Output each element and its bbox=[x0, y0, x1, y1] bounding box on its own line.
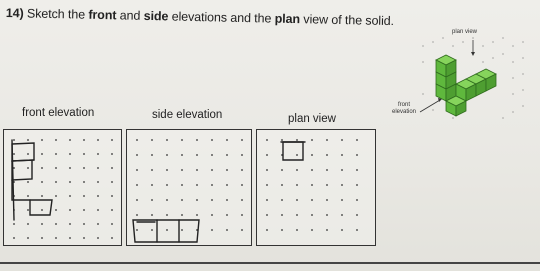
grid-dot bbox=[226, 229, 228, 231]
grid-dot bbox=[97, 223, 99, 225]
grid-dot bbox=[181, 184, 183, 186]
front-elevation-annotation-line1: front bbox=[398, 102, 411, 108]
grid-dot bbox=[356, 214, 358, 216]
grid-dot bbox=[226, 184, 228, 186]
grid-dot bbox=[211, 214, 213, 216]
grid-dot bbox=[226, 199, 228, 201]
grid-dot bbox=[281, 214, 283, 216]
question-text-part: and bbox=[116, 8, 144, 23]
grid-dot bbox=[151, 199, 153, 201]
grid-dot bbox=[296, 139, 298, 141]
grid-dot bbox=[241, 199, 243, 201]
grid-dot bbox=[166, 184, 168, 186]
question-bold-plan: plan bbox=[274, 11, 301, 27]
grid-dot bbox=[211, 184, 213, 186]
grid-dot bbox=[27, 223, 29, 225]
grid-dot bbox=[151, 229, 153, 231]
grid-dot bbox=[326, 229, 328, 231]
grid-dot bbox=[111, 195, 113, 197]
grid-dot bbox=[166, 139, 168, 141]
grid-dot bbox=[266, 139, 268, 141]
grid-dot bbox=[281, 139, 283, 141]
grid-dot bbox=[266, 214, 268, 216]
show-through-text bbox=[150, 34, 153, 44]
grid-dot bbox=[55, 167, 57, 169]
grid-dot bbox=[226, 154, 228, 156]
front-elevation-box[interactable] bbox=[3, 129, 122, 246]
grid-dot bbox=[281, 229, 283, 231]
grid-dot bbox=[97, 139, 99, 141]
grid-dot bbox=[211, 169, 213, 171]
grid-dot bbox=[136, 229, 138, 231]
grid-dot bbox=[311, 169, 313, 171]
question-text bbox=[6, 6, 394, 28]
grid-dot bbox=[83, 195, 85, 197]
grid-dot bbox=[111, 223, 113, 225]
grid-dot bbox=[326, 199, 328, 201]
grid-dot bbox=[166, 214, 168, 216]
grid-dot bbox=[211, 229, 213, 231]
grid-dot bbox=[296, 154, 298, 156]
grid-dot bbox=[281, 184, 283, 186]
grid-dot bbox=[296, 229, 298, 231]
grid-dot bbox=[341, 154, 343, 156]
grid-dot bbox=[326, 139, 328, 141]
grid-dot bbox=[111, 139, 113, 141]
question-bold-front: front bbox=[88, 7, 117, 23]
grid-dot bbox=[241, 154, 243, 156]
grid-dot bbox=[181, 139, 183, 141]
grid-dot bbox=[181, 154, 183, 156]
grid-dot bbox=[13, 139, 15, 141]
plan-view-box[interactable] bbox=[256, 129, 376, 246]
grid-dot bbox=[55, 195, 57, 197]
grid-dot bbox=[111, 167, 113, 169]
grid-dot bbox=[341, 184, 343, 186]
grid-dot bbox=[83, 153, 85, 155]
grid-dot bbox=[69, 237, 71, 239]
grid-dot bbox=[151, 139, 153, 141]
side-dot-grid bbox=[127, 130, 251, 245]
grid-dot bbox=[166, 229, 168, 231]
grid-dot bbox=[266, 169, 268, 171]
plan-dot-grid bbox=[257, 130, 375, 245]
grid-dot bbox=[83, 209, 85, 211]
grid-dot bbox=[27, 181, 29, 183]
grid-dot bbox=[356, 169, 358, 171]
grid-dot bbox=[356, 199, 358, 201]
question-text-part: view of the solid. bbox=[299, 12, 395, 29]
grid-dot bbox=[341, 169, 343, 171]
grid-dot bbox=[166, 169, 168, 171]
grid-dot bbox=[27, 139, 29, 141]
grid-dot bbox=[266, 184, 268, 186]
grid-dot bbox=[181, 199, 183, 201]
grid-dot bbox=[211, 154, 213, 156]
grid-dot bbox=[326, 214, 328, 216]
page-divider-line bbox=[0, 262, 540, 264]
grid-dot bbox=[241, 139, 243, 141]
grid-dot bbox=[41, 167, 43, 169]
grid-dot bbox=[136, 199, 138, 201]
grid-dot bbox=[356, 154, 358, 156]
grid-dot bbox=[97, 195, 99, 197]
grid-dot bbox=[226, 169, 228, 171]
grid-dot bbox=[111, 209, 113, 211]
isometric-solid-figure bbox=[418, 34, 528, 124]
grid-dot bbox=[281, 199, 283, 201]
grid-dot bbox=[69, 167, 71, 169]
grid-dot bbox=[27, 153, 29, 155]
grid-dot bbox=[311, 184, 313, 186]
plan-view-sketch bbox=[281, 142, 305, 160]
grid-dot bbox=[341, 139, 343, 141]
grid-dot bbox=[226, 214, 228, 216]
grid-dot bbox=[136, 169, 138, 171]
grid-dot bbox=[341, 199, 343, 201]
grid-dot bbox=[166, 154, 168, 156]
grid-dot bbox=[266, 229, 268, 231]
grid-dot bbox=[356, 229, 358, 231]
grid-dot bbox=[69, 181, 71, 183]
grid-dot bbox=[311, 229, 313, 231]
grid-dot bbox=[151, 184, 153, 186]
side-elevation-sketch bbox=[133, 220, 199, 242]
plan-view-arrowhead bbox=[471, 52, 475, 56]
grid-dot bbox=[326, 154, 328, 156]
plan-view-annotation: plan view bbox=[452, 29, 478, 35]
grid-dot bbox=[41, 153, 43, 155]
question-number: 14) bbox=[5, 6, 24, 21]
grid-dot bbox=[296, 169, 298, 171]
grid-dot bbox=[136, 214, 138, 216]
grid-dot bbox=[166, 199, 168, 201]
grid-dot bbox=[356, 184, 358, 186]
grid-dot bbox=[181, 214, 183, 216]
grid-dot bbox=[196, 139, 198, 141]
grid-dot bbox=[311, 199, 313, 201]
grid-dot bbox=[111, 153, 113, 155]
grid-dot bbox=[326, 184, 328, 186]
grid-dot bbox=[97, 153, 99, 155]
grid-dot bbox=[356, 139, 358, 141]
grid-dot bbox=[27, 167, 29, 169]
front-elevation-sketch bbox=[12, 140, 52, 220]
grid-dot bbox=[27, 209, 29, 211]
grid-dot bbox=[311, 139, 313, 141]
grid-dot bbox=[151, 214, 153, 216]
grid-dot bbox=[55, 209, 57, 211]
grid-dot bbox=[151, 154, 153, 156]
grid-dot bbox=[296, 199, 298, 201]
grid-dot bbox=[111, 237, 113, 239]
grid-dot bbox=[266, 154, 268, 156]
grid-dot bbox=[55, 181, 57, 183]
grid-dot bbox=[136, 184, 138, 186]
grid-dot bbox=[341, 229, 343, 231]
grid-dot bbox=[241, 169, 243, 171]
grid-dot bbox=[69, 223, 71, 225]
grid-dot bbox=[226, 139, 228, 141]
grid-dot bbox=[83, 139, 85, 141]
question-text-part: elevations and the bbox=[168, 9, 275, 26]
grid-dot bbox=[241, 229, 243, 231]
grid-dot bbox=[181, 229, 183, 231]
side-elevation-box[interactable] bbox=[126, 129, 252, 246]
grid-dot bbox=[326, 169, 328, 171]
green-cubes bbox=[436, 55, 496, 116]
front-elevation-label: front elevation bbox=[22, 107, 95, 119]
grid-dot bbox=[69, 153, 71, 155]
grid-dot bbox=[13, 153, 15, 155]
grid-dot bbox=[27, 195, 29, 197]
grid-dot bbox=[55, 139, 57, 141]
front-elevation-annotation bbox=[392, 102, 416, 116]
grid-dot bbox=[41, 223, 43, 225]
grid-dot bbox=[55, 237, 57, 239]
grid-dot bbox=[196, 184, 198, 186]
grid-dot bbox=[55, 223, 57, 225]
front-elevation-annotation-line2: elevation bbox=[392, 109, 417, 115]
grid-dot bbox=[281, 169, 283, 171]
question-bold-side: side bbox=[143, 8, 169, 24]
grid-dot bbox=[83, 223, 85, 225]
grid-dot bbox=[13, 237, 15, 239]
grid-dot bbox=[83, 237, 85, 239]
front-elevation-arrow bbox=[420, 100, 440, 112]
grid-dot bbox=[97, 167, 99, 169]
grid-dot bbox=[13, 223, 15, 225]
grid-dot bbox=[136, 139, 138, 141]
grid-dot bbox=[196, 199, 198, 201]
grid-dot bbox=[97, 181, 99, 183]
grid-dot bbox=[311, 154, 313, 156]
grid-dot bbox=[83, 181, 85, 183]
grid-dot bbox=[136, 154, 138, 156]
grid-dot bbox=[41, 139, 43, 141]
grid-dot bbox=[211, 139, 213, 141]
grid-dot bbox=[69, 209, 71, 211]
grid-dot bbox=[241, 214, 243, 216]
grid-dot bbox=[341, 214, 343, 216]
grid-dot bbox=[151, 169, 153, 171]
grid-dot bbox=[69, 139, 71, 141]
grid-dot bbox=[83, 167, 85, 169]
grid-dot bbox=[111, 181, 113, 183]
grid-dot bbox=[41, 195, 43, 197]
grid-dot bbox=[241, 184, 243, 186]
grid-dot bbox=[27, 237, 29, 239]
front-dot-grid bbox=[4, 130, 121, 245]
grid-dot bbox=[41, 237, 43, 239]
grid-dot bbox=[266, 199, 268, 201]
grid-dot bbox=[196, 154, 198, 156]
grid-dot bbox=[97, 209, 99, 211]
grid-dot bbox=[97, 237, 99, 239]
grid-dot bbox=[296, 184, 298, 186]
grid-dot bbox=[41, 181, 43, 183]
side-elevation-label: side elevation bbox=[152, 109, 223, 121]
plan-view-label: plan view bbox=[288, 113, 336, 125]
grid-dot bbox=[296, 214, 298, 216]
grid-dot bbox=[55, 153, 57, 155]
grid-dot bbox=[211, 199, 213, 201]
grid-dot bbox=[69, 195, 71, 197]
grid-dot bbox=[196, 169, 198, 171]
grid-dot bbox=[41, 209, 43, 211]
grid-dot bbox=[181, 169, 183, 171]
grid-dot bbox=[311, 214, 313, 216]
question-text-part: Sketch the bbox=[23, 6, 89, 22]
grid-dot bbox=[196, 214, 198, 216]
